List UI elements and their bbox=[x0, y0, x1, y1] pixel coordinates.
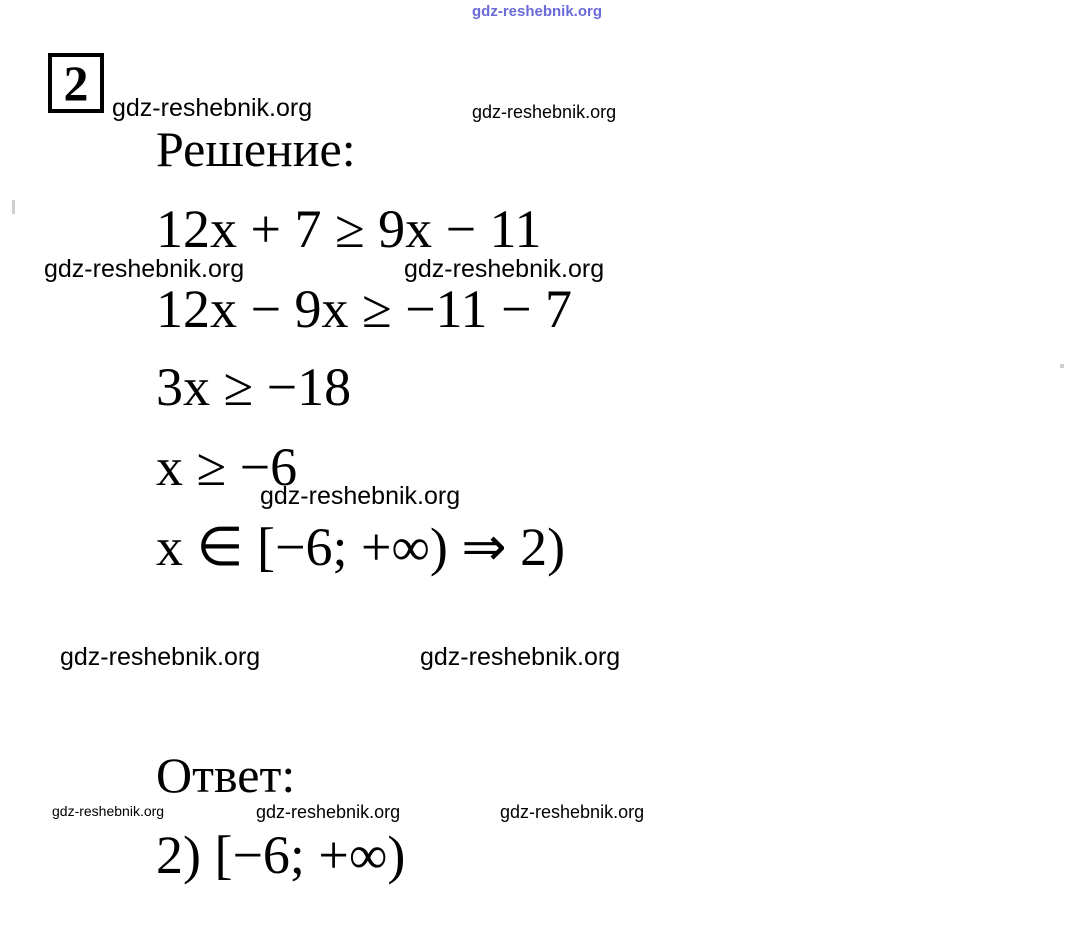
watermark-top: gdz-reshebnik.org bbox=[472, 3, 603, 20]
scan-speck bbox=[12, 200, 15, 214]
scan-speck bbox=[1060, 364, 1064, 368]
watermark: gdz-reshebnik.org bbox=[52, 803, 165, 819]
watermark: gdz-reshebnik.org bbox=[256, 802, 401, 822]
watermark: gdz-reshebnik.org bbox=[260, 482, 461, 510]
solution-step-1: 12x + 7 ≥ 9x − 11 bbox=[156, 199, 542, 259]
watermark: gdz-reshebnik.org bbox=[472, 102, 617, 122]
task-number: 2 bbox=[63, 55, 89, 111]
solution-step-4: x ≥ −6 bbox=[156, 437, 298, 497]
watermark: gdz-reshebnik.org bbox=[420, 643, 621, 671]
answer-value: 2) [−6; +∞) bbox=[156, 825, 406, 885]
watermark: gdz-reshebnik.org bbox=[60, 643, 261, 671]
solution-step-3: 3x ≥ −18 bbox=[156, 357, 352, 417]
solution-heading: Решение: bbox=[156, 121, 356, 177]
watermark: gdz-reshebnik.org bbox=[404, 255, 605, 283]
watermark: gdz-reshebnik.org bbox=[112, 94, 313, 122]
answer-heading: Ответ: bbox=[156, 747, 296, 803]
watermark: gdz-reshebnik.org bbox=[44, 255, 245, 283]
solution-step-2: 12x − 9x ≥ −11 − 7 bbox=[156, 279, 572, 339]
watermark: gdz-reshebnik.org bbox=[500, 802, 645, 822]
solution-step-5: x ∈ [−6; +∞) ⇒ 2) bbox=[156, 517, 566, 577]
task-number-box bbox=[48, 53, 104, 113]
